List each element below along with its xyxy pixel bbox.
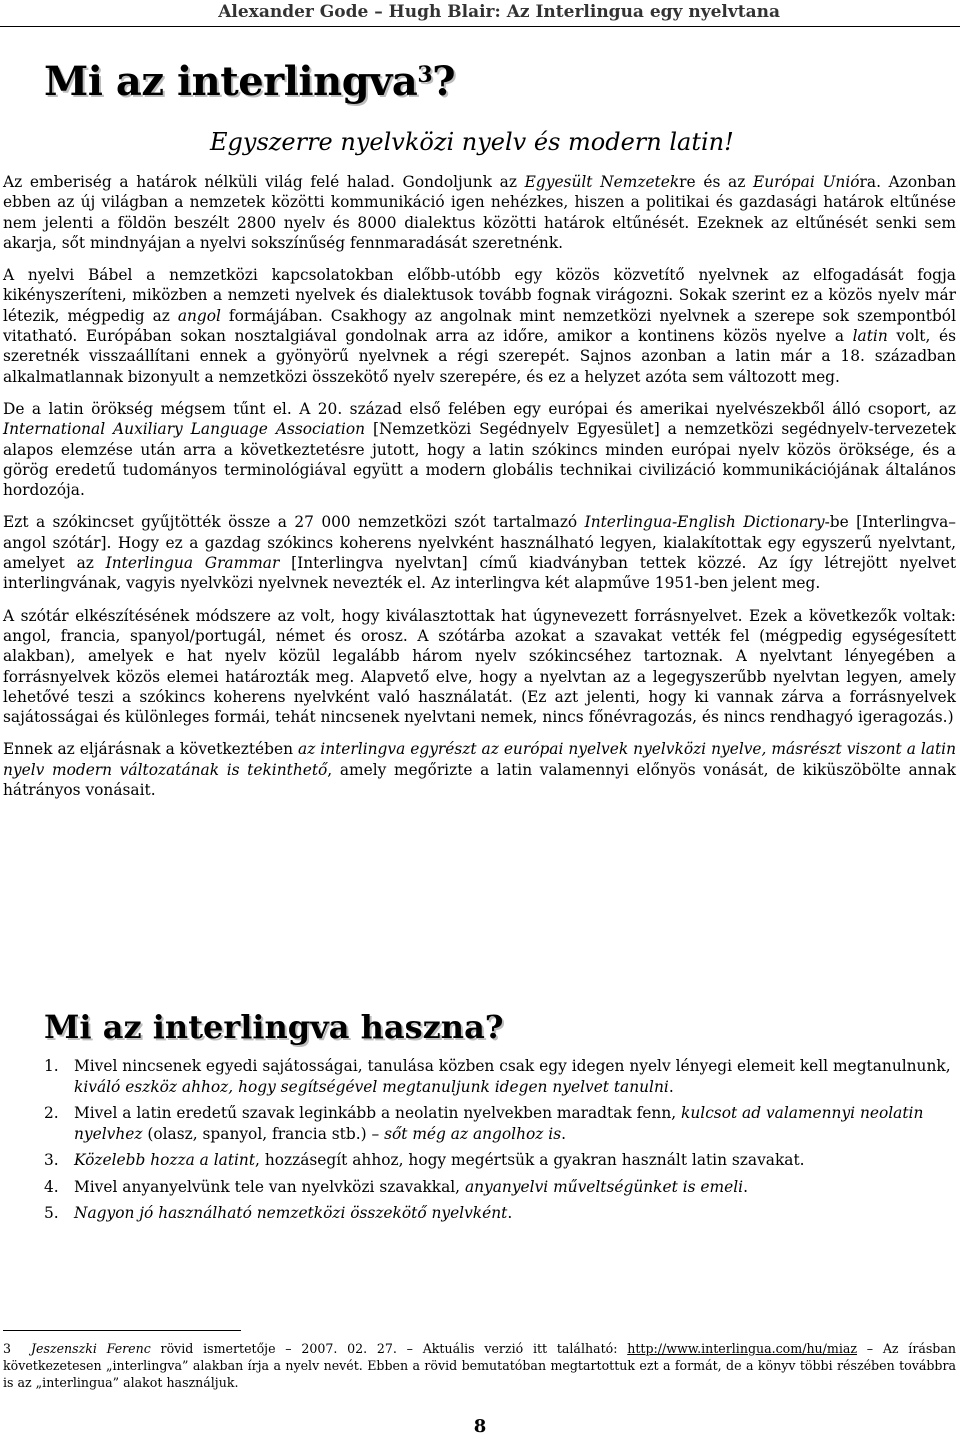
text-run: Ennek az eljárásnak a következtében [3,740,299,759]
italic-run: kulcsot ad valamennyi neolatin nyelvhez [74,1104,924,1143]
italic-run: latin [852,327,888,346]
benefits-list [0,1056,955,1230]
subtitle: Egyszerre nyelvközi nyelv és modern latin! [210,128,734,156]
italic-run: Közelebb hozza a latint [74,1151,256,1169]
text-run: rövid ismertetője – 2007. 02. 27. – Aktuális verzió itt található: [150,1341,628,1356]
body-text [3,172,956,812]
list-item [0,1150,955,1171]
text-run: A nyelvi Bábel a nemzetközi kapcsolatokban előbb-utóbb egy közös közvetítő nyelvnek az elfogadását fogja kikényszeríteni, miközben a nemzeti nyelvek és dialektusok tovább fognak virágozni. Sokak szerint ez a közös nyelv már létezik, mégpedig az [3,266,956,325]
text-run: . [668,1077,674,1096]
footnote-author: Jeszenszki Ferenc [31,1341,151,1356]
italic-run: Egyesült Nemzetek [524,173,680,191]
list-number: 3. [44,1151,59,1169]
italic-run: kiváló eszköz ahhoz, hogy segítségével megtanuljunk idegen nyelvet tanulni [74,1077,669,1096]
list-number: 2. [44,1104,59,1122]
list-item [0,1177,955,1198]
paragraph-4 [3,512,956,593]
section-heading: Mi az interlingva haszna? [44,1008,504,1046]
text-run: re és az [679,173,754,191]
list-item [0,1203,955,1224]
header-rule [0,26,960,27]
page-title [44,58,455,105]
text-run: volt, és szeretnék visszaállítani ennek a gyönyörű nyelvnek a régi szerepét. Sajnos azonban a latin már a 18. században alkalmatlannak bizonyult a nemzetközi összekötő nyelv szerepére, és ez a helyzet azóta sem változott meg. [3,327,956,386]
text-run: Mivel a latin eredetű szavak leginkább a neolatin nyelvekben maradtak fenn, [74,1104,682,1122]
text-run: Ezt a szókincset gyűjtötték össze a 27 000 nemzetközi szót tartalmazó [3,513,585,532]
italic-run: Interlingua Grammar [105,554,280,573]
paragraph-6 [3,739,956,800]
italic-run: International Auxiliary Language Association [3,420,366,439]
page-number: 8 [473,1416,487,1437]
footnote-link[interactable]: http://www.interlingua.com/hu/miaz [627,1341,858,1356]
text-run: Az emberiség a határok nélküli világ felé halad. Gondoljunk az [3,173,525,191]
italic-run: angol [177,306,221,325]
text-run: , amely megőrizte a latin valamennyi előnyös vonását, de kiküszöbölte annak hátrányos vonásait. [3,760,956,800]
text-run: De a latin örökség mégsem tűnt el. A 20. század első felében egy európai és amerikai nyelvészekből álló csoport, az [3,399,956,418]
list-number: 1. [44,1057,59,1075]
text-run: . [561,1124,566,1143]
text-run: . [743,1177,748,1196]
paragraph-5 [3,606,956,728]
footnote-number: 3 [3,1341,12,1356]
paragraph-3 [3,399,956,500]
running-header: Alexander Gode – Hugh Blair: Az Interlingua egy nyelvtana [218,2,780,22]
text-run: A szótár elkészítésének módszere az volt, hogy kiválasztottak hat úgynevezett forrásnyelvet. Ezek a következők voltak: angol, francia, spanyol/portugál, német és orosz. A szótárba azokat a szavakat vették fel (mégpedig egységesített alakban), amelyek e hat nyelv közül legalább három nyelv szókincséhez tartoznak. A nyelvtant lényegében a forrásnyelvek közös elemei határozták meg. Alapvető elve, hogy a nyelvtan az a legegyszerűbb nyelvtan legyen, amely lehetővé teszi a szókincs koherens nyelvként való használatát. (Ez azt jelenti, hogy ki vannak zárva a forrásnyelvek sajátosságai és különleges formái, tehát nincsenek nyelvtani nemek, nincs főnévragozás, és nincs rendhagyó igeragozás.) [3,606,956,727]
paragraph-1 [3,172,956,253]
page-title-text: Mi az interlingva [44,58,418,105]
list-number: 4. [44,1177,59,1196]
italic-run: az interlingva egyrészt az európai nyelvek nyelvközi nyelve, másrészt viszont a latin nyelv modern változatának is tekinthető [3,740,956,779]
text-run: , hozzásegít ahhoz, hogy megértsük a gyakran használt latin szavakat. [255,1151,805,1169]
page-title-end: ? [432,58,456,105]
text-run: [Interlingva nyelvtan] című kiadványban tettek közzé. Az így létrejött nyelvet interlingvának, vagyis nyelvközi nyelvnek nevezték el. Az interlingva két alapműve 1951-ben jelent meg. [3,554,957,593]
footnote-separator [3,1330,241,1331]
text-run: (olasz, spanyol, francia stb.) – [142,1124,385,1143]
italic-run: anyanyelvi műveltségünket is emeli [464,1177,744,1196]
list-item [0,1103,955,1144]
text-run: – Az írásban következetesen „interlingva” alakban írja a nyelv nevét. Ebben a rövid bemutatóban megtartottuk ezt a formát, de a könyv többi részében továbbra is az „interlingua” alakot használjuk. [3,1341,956,1390]
italic-run: Európai Unió [753,173,860,191]
footnote-ref[interactable]: 3 [417,62,433,88]
italic-run: Nagyon jó használható nemzetközi összekötő nyelvként [74,1204,508,1222]
text-run: -be [Interlingva–angol szótár]. Hogy ez a gazdag szókincs koherens nyelvként használható legyen, kialakítottak egy egyszerű nyelvtant, amelyet az [3,513,957,573]
list-number: 5. [44,1204,59,1222]
text-run: formájában. Csakhogy az angolnak mint nemzetközi nyelvnek a szerepe sok szempontból vitatható. Európában sokan nosztalgiával gondolnak arra az időre, amikor a kontinens közös nyelve a [3,306,956,346]
list-item [0,1056,955,1097]
footnote [3,1340,956,1391]
text-run: Mivel anyanyelvünk tele van nyelvközi szavakkal, [74,1177,465,1196]
paragraph-2 [3,265,956,387]
text-run: ra. Azonban ebben az új világban a nemzetek közötti kommunikáció igen nehézkes, hiszen a politikai és gazdasági határok eltűnése nem jelenti a földön beszélt 2800 nyelv és 8000 dialektus közötti határok eltűnését. Ezeknek az eltűnését senki sem akarja, sőt mindnyájan a nyelvi sokszínűség fennmaradását szeretnénk. [3,173,956,252]
italic-run: Interlingua-English Dictionary [584,513,825,532]
text-run: . [507,1204,513,1222]
text-run: Mivel nincsenek egyedi sajátosságai, tanulása közben csak egy idegen nyelv lényegi elemeit kell megtanulnunk, [74,1057,951,1075]
italic-run: sőt még az angolhoz is [384,1124,562,1143]
text-run: [Nemzetközi Segédnyelv Egyesület] a nemzetközi segédnyelv-tervezetek alapos elemzése után arra a következtetésre jutott, hogy a latin szókincs minden európai nyelv közös öröksége, és a görög eredetű tudományos terminológiával együtt a modern globális technikai civilizáció kommunikációjának általános hordozója. [3,420,956,500]
